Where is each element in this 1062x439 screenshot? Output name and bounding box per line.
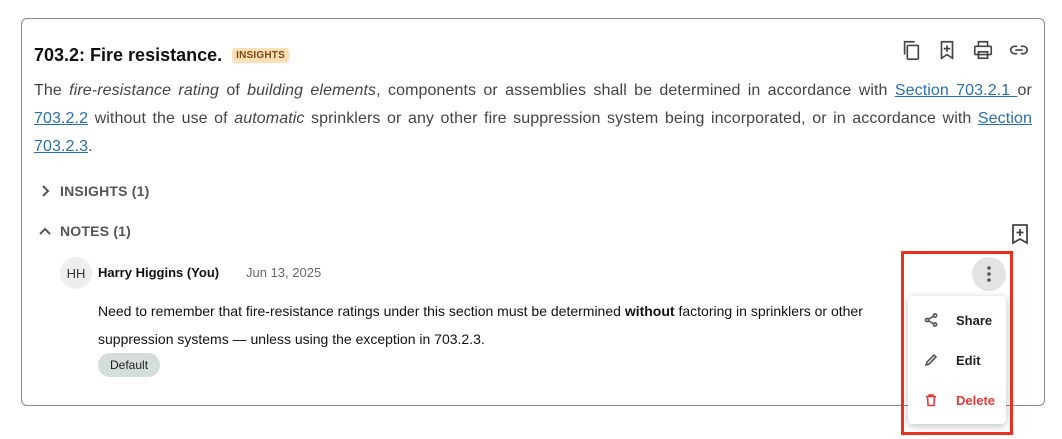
note-text-run: factoring in sprinklers or other suppression systems — unless using the exception in 703.2.3. [98, 303, 863, 347]
notes-label: NOTES (1) [60, 223, 132, 239]
defined-term: building elements [247, 82, 377, 99]
insights-toggle[interactable] [38, 183, 150, 199]
body-text-run: or [1017, 82, 1032, 99]
note-author: Harry Higgins (You) [98, 265, 220, 280]
body-text-run: The [34, 82, 70, 99]
section-header [34, 45, 289, 66]
bookmark-add-icon [1010, 223, 1030, 245]
menu-item-edit[interactable] [908, 340, 1006, 380]
section-toolbar [900, 39, 1030, 61]
link-icon [1008, 39, 1030, 61]
note-text-run: Need to remember that fire-resistance ratings under this section must be determined [98, 303, 625, 319]
menu-item-label: Delete [956, 392, 996, 408]
section-link-703-2-3[interactable]: Section 703.2.3 [34, 110, 1032, 155]
bookmark-add-icon [936, 39, 958, 61]
more-vertical-icon [980, 265, 998, 283]
print-button[interactable] [972, 39, 994, 61]
bookmark-add-button[interactable] [936, 39, 958, 61]
chevron-up-icon [38, 224, 52, 238]
section-title: 703.2: Fire resistance. [34, 45, 223, 65]
menu-item-share[interactable] [908, 300, 1006, 340]
section-card [21, 18, 1045, 406]
avatar: HH [60, 257, 92, 289]
menu-item-label: Edit [956, 352, 981, 368]
note-date: Jun 13, 2025 [246, 265, 322, 280]
body-text-run: without the use of [88, 110, 235, 127]
copy-icon [900, 39, 922, 61]
pencil-icon [924, 353, 938, 367]
insights-label: INSIGHTS (1) [60, 183, 150, 199]
note-text [98, 297, 910, 353]
body-text-run: of [219, 82, 248, 99]
section-link-703-2-2[interactable]: 703.2.2 [34, 110, 89, 127]
note-text-emphasis: without [624, 303, 675, 319]
insights-badge: INSIGHTS [232, 48, 289, 63]
note-tag[interactable]: Default [98, 353, 160, 377]
copy-button[interactable] [900, 39, 922, 61]
share-icon [924, 313, 938, 327]
section-link-703-2-1[interactable]: Section 703.2.1 [894, 82, 1018, 99]
body-text-run: , components or assemblies shall be determined in accordance with [376, 82, 895, 99]
note-options-button[interactable] [972, 257, 1006, 291]
menu-item-label: Share [956, 312, 993, 328]
print-icon [972, 39, 994, 61]
chevron-right-icon [38, 184, 52, 198]
link-button[interactable] [1008, 39, 1030, 61]
defined-term: fire-resistance rating [69, 82, 220, 99]
menu-item-delete[interactable] [908, 380, 1006, 420]
notes-toggle[interactable] [38, 223, 131, 239]
section-body [34, 77, 1032, 161]
defined-term: automatic [234, 110, 305, 127]
trash-icon [924, 393, 938, 407]
body-text-run: . [88, 138, 93, 155]
body-text-run: sprinklers or any other fire suppression system being incorporated, or in accordance with [304, 110, 978, 127]
note-options-menu [908, 296, 1006, 424]
add-note-button[interactable] [1010, 223, 1030, 245]
